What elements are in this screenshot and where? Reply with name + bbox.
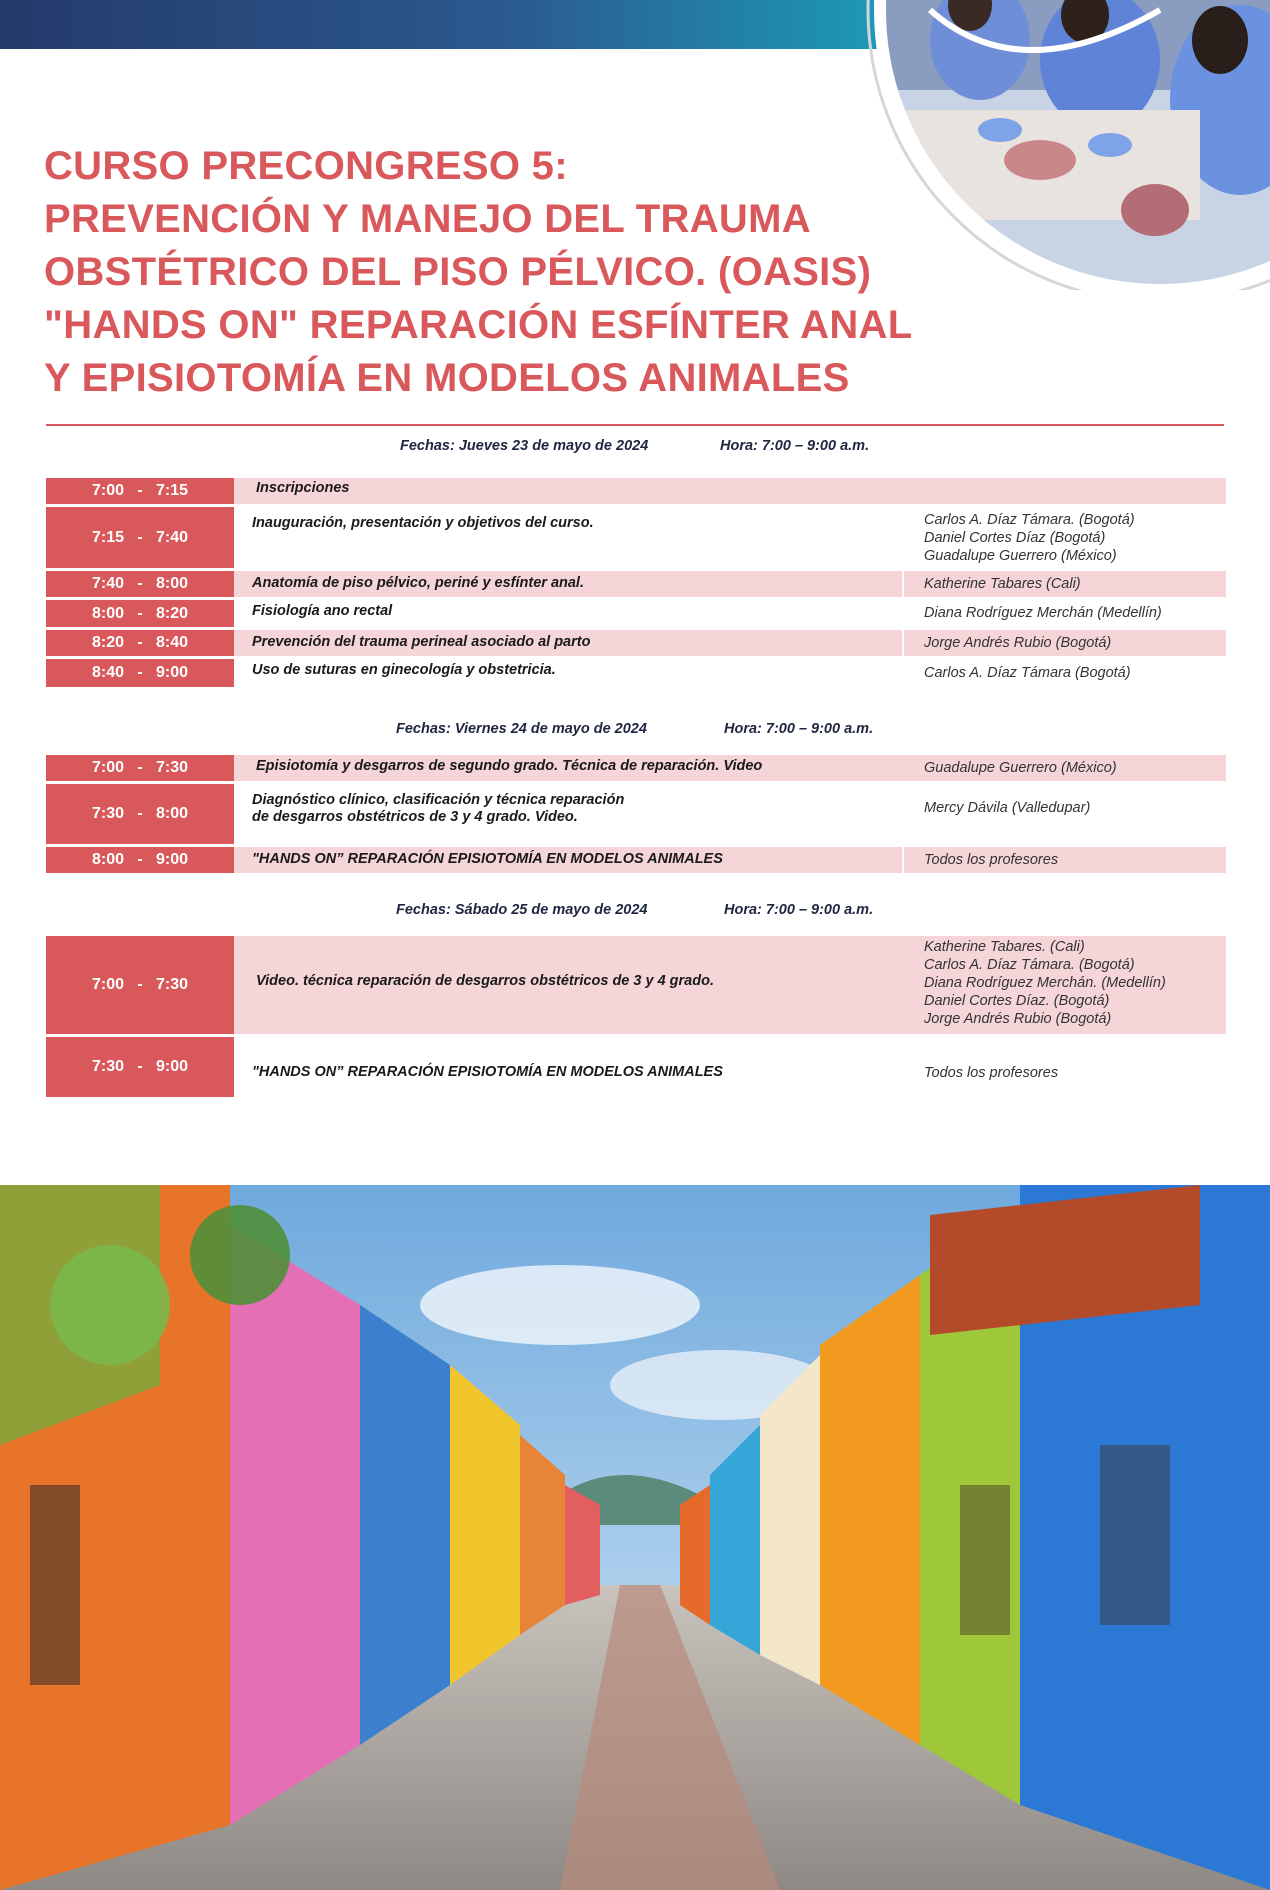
day-header-friday	[0, 721, 1270, 741]
speaker-name: Carlos A. Díaz Támara (Bogotá)	[924, 665, 1131, 681]
schedule-row	[46, 847, 1226, 873]
session-time: 8:00 - 8:20	[46, 600, 234, 627]
topic-line: Video. técnica reparación de desgarros obstétricos de 3 y 4 grado.	[256, 973, 714, 989]
schedule-row	[46, 659, 1226, 687]
session-topic	[256, 758, 936, 775]
session-speakers	[924, 604, 1224, 622]
session-time: 7:30 - 8:00	[46, 784, 234, 844]
colonial-street-photo	[0, 1185, 1270, 1890]
session-topic	[256, 480, 936, 497]
time-end: 8:00	[156, 575, 189, 592]
session-topic	[252, 634, 932, 651]
time-start: 7:15	[91, 528, 124, 546]
schedule-row	[46, 1037, 1226, 1097]
time-end: 7:15	[156, 482, 189, 499]
session-time: 7:15 - 7:40	[46, 507, 234, 568]
speaker-name: Katherine Tabares (Cali)	[924, 576, 1081, 592]
course-title	[44, 140, 1004, 405]
session-time: 7:40 - 8:00	[46, 571, 234, 597]
session-speakers	[924, 938, 1224, 1028]
session-topic	[252, 662, 932, 679]
schedule-row	[46, 600, 1226, 627]
title-line: "HANDS ON" REPARACIÓN ESFÍNTER ANAL	[44, 303, 913, 347]
time-start: 7:00	[91, 759, 124, 776]
session-speakers	[924, 511, 1224, 565]
schedule-row	[46, 936, 1226, 1034]
time-end: 8:40	[156, 634, 189, 651]
session-speakers	[924, 575, 1224, 593]
time-start: 8:20	[91, 634, 124, 651]
speaker-name: Guadalupe Guerrero (México)	[924, 760, 1117, 776]
schedule-row	[46, 571, 1226, 597]
time-start: 7:30	[91, 1058, 124, 1075]
day-date: Fechas: Viernes 24 de mayo de 2024	[396, 721, 647, 737]
time-start: 7:40	[91, 575, 124, 592]
session-time: 8:00 - 9:00	[46, 847, 234, 873]
topic-line: "HANDS ON” REPARACIÓN EPISIOTOMÍA EN MODELOS ANIMALES	[252, 1064, 723, 1080]
speaker-name: Jorge Andrés Rubio (Bogotá)	[924, 1011, 1112, 1027]
topic-line: Inscripciones	[256, 480, 350, 496]
schedule-row	[46, 630, 1226, 656]
time-start: 8:00	[91, 604, 124, 622]
time-end: 7:30	[156, 759, 189, 776]
session-topic	[252, 515, 932, 532]
speaker-name: Todos los profesores	[924, 852, 1059, 868]
speaker-name: Carlos A. Díaz Támara. (Bogotá)	[924, 512, 1135, 528]
topic-line: Episiotomía y desgarros de segundo grado. Técnica de reparación. Video	[256, 758, 763, 774]
schedule-row	[46, 784, 1226, 844]
title-divider	[46, 424, 1224, 426]
title-line: OBSTÉTRICO DEL PISO PÉLVICO. (OASIS)	[44, 250, 872, 294]
session-speakers	[924, 851, 1224, 869]
topic-line: Anatomía de piso pélvico, periné y esfínter anal.	[252, 575, 584, 591]
topic-line: Fisiología ano rectal	[252, 603, 393, 619]
session-time: 7:30 - 9:00	[46, 1037, 234, 1097]
session-speakers	[924, 1064, 1224, 1082]
topic-line: Inauguración, presentación y objetivos del curso.	[252, 515, 594, 531]
speaker-name: Carlos A. Díaz Támara. (Bogotá)	[924, 957, 1135, 973]
title-line: PREVENCIÓN Y MANEJO DEL TRAUMA	[44, 197, 811, 241]
session-speakers	[924, 634, 1224, 652]
speaker-name: Jorge Andrés Rubio (Bogotá)	[924, 635, 1112, 651]
speaker-name: Daniel Cortes Díaz. (Bogotá)	[924, 993, 1110, 1009]
time-start: 8:00	[91, 851, 124, 868]
session-time: 8:40 - 9:00	[46, 659, 234, 687]
topic-line: Diagnóstico clínico, clasificación y técnica reparación	[252, 792, 625, 808]
speaker-name: Todos los profesores	[924, 1065, 1059, 1081]
day-header-saturday	[0, 902, 1270, 922]
title-line: CURSO PRECONGRESO 5:	[44, 144, 568, 188]
session-topic	[252, 603, 932, 620]
session-topic	[252, 851, 932, 868]
speaker-name: Guadalupe Guerrero (México)	[924, 548, 1117, 564]
session-speakers	[924, 664, 1224, 682]
session-time: 7:00 - 7:30	[46, 936, 234, 1034]
schedule-row	[46, 478, 1226, 504]
time-end: 8:20	[156, 604, 189, 622]
day-header-thursday	[0, 438, 1270, 458]
speaker-name: Katherine Tabares. (Cali)	[924, 939, 1085, 955]
speaker-name: Daniel Cortes Díaz (Bogotá)	[924, 530, 1106, 546]
day-hour: Hora: 7:00 – 9:00 a.m.	[724, 902, 874, 918]
day-hour: Hora: 7:00 – 9:00 a.m.	[720, 438, 870, 454]
session-topic	[252, 792, 932, 826]
time-start: 7:00	[91, 976, 124, 993]
day-date: Fechas: Sábado 25 de mayo de 2024	[396, 902, 648, 918]
time-start: 8:40	[91, 664, 124, 681]
session-time: 8:20 - 8:40	[46, 630, 234, 656]
time-end: 7:40	[156, 528, 189, 546]
session-time: 7:00 - 7:30	[46, 755, 234, 781]
schedule-row	[46, 755, 1226, 781]
time-end: 7:30	[156, 976, 189, 993]
schedule-row	[46, 507, 1226, 568]
topic-line: de desgarros obstétricos de 3 y 4 grado. Video.	[252, 809, 578, 825]
session-speakers	[924, 759, 1224, 777]
day-hour: Hora: 7:00 – 9:00 a.m.	[724, 721, 874, 737]
session-topic	[252, 575, 932, 592]
session-speakers	[924, 799, 1224, 817]
title-line: Y EPISIOTOMÍA EN MODELOS ANIMALES	[44, 356, 850, 400]
speaker-name: Diana Rodríguez Merchán (Medellín)	[924, 605, 1162, 621]
time-end: 8:00	[156, 805, 189, 822]
time-end: 9:00	[156, 851, 189, 868]
speaker-name: Mercy Dávila (Valledupar)	[924, 800, 1091, 816]
day-date: Fechas: Jueves 23 de mayo de 2024	[400, 438, 649, 454]
time-start: 7:30	[91, 805, 124, 822]
time-start: 7:00	[91, 482, 124, 499]
session-time: 7:00 - 7:15	[46, 478, 234, 504]
speaker-name: Diana Rodríguez Merchán. (Medellín)	[924, 975, 1166, 991]
time-end: 9:00	[156, 1058, 189, 1075]
topic-line: Uso de suturas en ginecología y obstetricia.	[252, 662, 556, 678]
session-topic	[256, 973, 936, 990]
topic-line: "HANDS ON” REPARACIÓN EPISIOTOMÍA EN MODELOS ANIMALES	[252, 851, 723, 867]
session-topic	[252, 1064, 932, 1081]
topic-line: Prevención del trauma perineal asociado al parto	[252, 634, 591, 650]
time-end: 9:00	[156, 664, 189, 681]
